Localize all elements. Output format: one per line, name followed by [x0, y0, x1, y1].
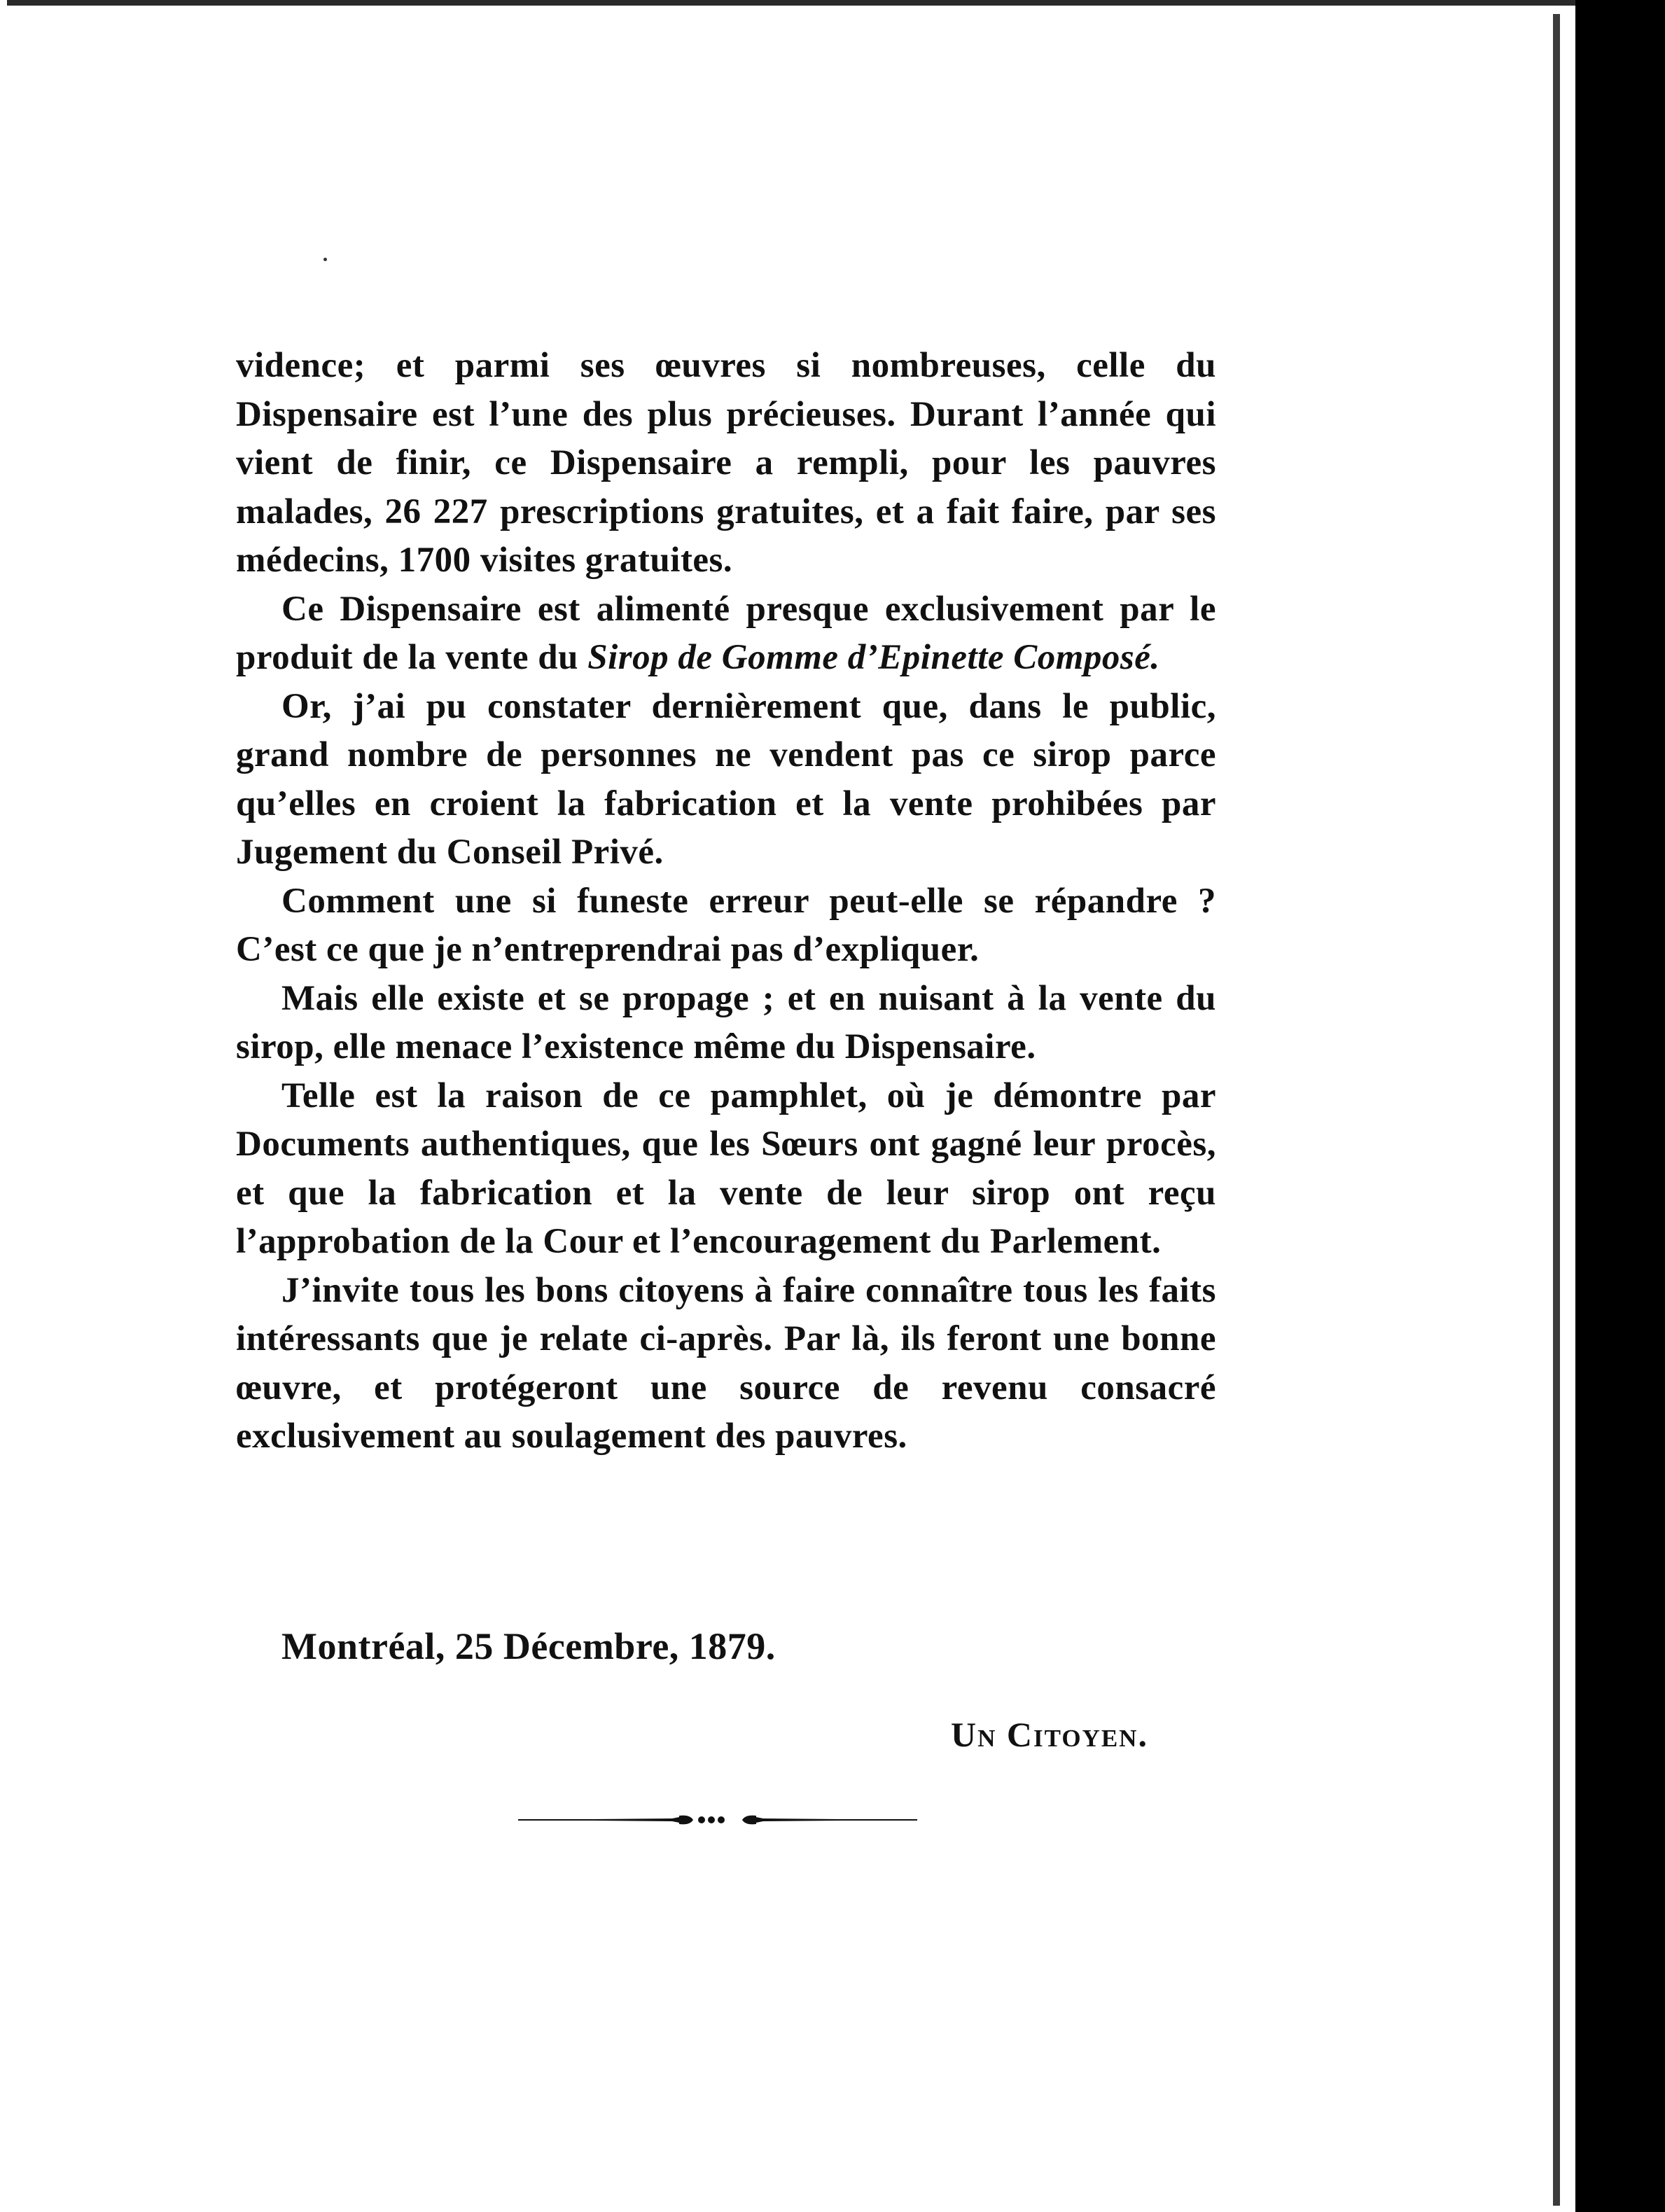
signature: Un Citoyen. [951, 1715, 1148, 1754]
body-text [236, 342, 1216, 1461]
paragraph-text: Comment une si funeste erreur peut-elle se répandre ? C’est ce que je n’entreprendrai pas d’expliquer. [236, 881, 1216, 969]
paragraph-text: J’invite tous les bons citoyens à faire connaître tous les faits intéressants que je relate ci-après. Par là, ils feront une bonne œuvre, et protégeront une source de revenu consacré exclusivement au soulagement des pauvres. [236, 1270, 1216, 1456]
paragraph [236, 342, 1216, 585]
italic-text: Sirop de Gomme d’Epinette Composé. [587, 638, 1160, 677]
paragraph-text: Or, j’ai pu constater dernièrement que, dans le public, grand nombre de personnes ne vendent pas ce sirop parce qu’elles en croient la fabrication et la vente prohibées par Jugement du Conseil Privé. [236, 686, 1216, 872]
paragraph [236, 585, 1216, 683]
scan-binding-edge [1575, 0, 1665, 2212]
ornamental-divider [518, 1811, 917, 1828]
paragraph [236, 877, 1216, 975]
paragraph-text: Telle est la raison de ce pamphlet, où je démontre par Documents authentiques, que les Sœurs ont gagné leur procès, et que la fabrication et la vente de leur sirop ont reçu l’approbation de la Cour et l’encouragement du Parlement. [236, 1076, 1216, 1261]
binding-stitch-line [1553, 14, 1560, 2206]
paragraph [236, 683, 1216, 877]
dateline: Montréal, 25 Décembre, 1879. [281, 1625, 776, 1667]
paragraph-text: vidence; et parmi ses œuvres si nombreuses, celle du Dispensaire est l’une des plus précieuses. Durant l’année qui vient de finir, ce Dispensaire a rempli, pour les pauvres malades, 26 227 prescriptions gratuites, et a fait faire, par ses médecins, 1700 visites gratuites. [236, 346, 1216, 580]
paragraph [236, 1267, 1216, 1461]
paragraph [236, 975, 1216, 1072]
scan-top-edge [7, 0, 1575, 6]
scan-speck [323, 258, 327, 261]
paragraph-text: Ce Dispensaire est alimenté presque exclusivement par le produit de la vente du [236, 589, 1216, 677]
paragraph-text: Mais elle existe et se propage ; et en nuisant à la vente du sirop, elle menace l’existence même du Dispensaire. [236, 978, 1216, 1066]
paragraph [236, 1072, 1216, 1267]
